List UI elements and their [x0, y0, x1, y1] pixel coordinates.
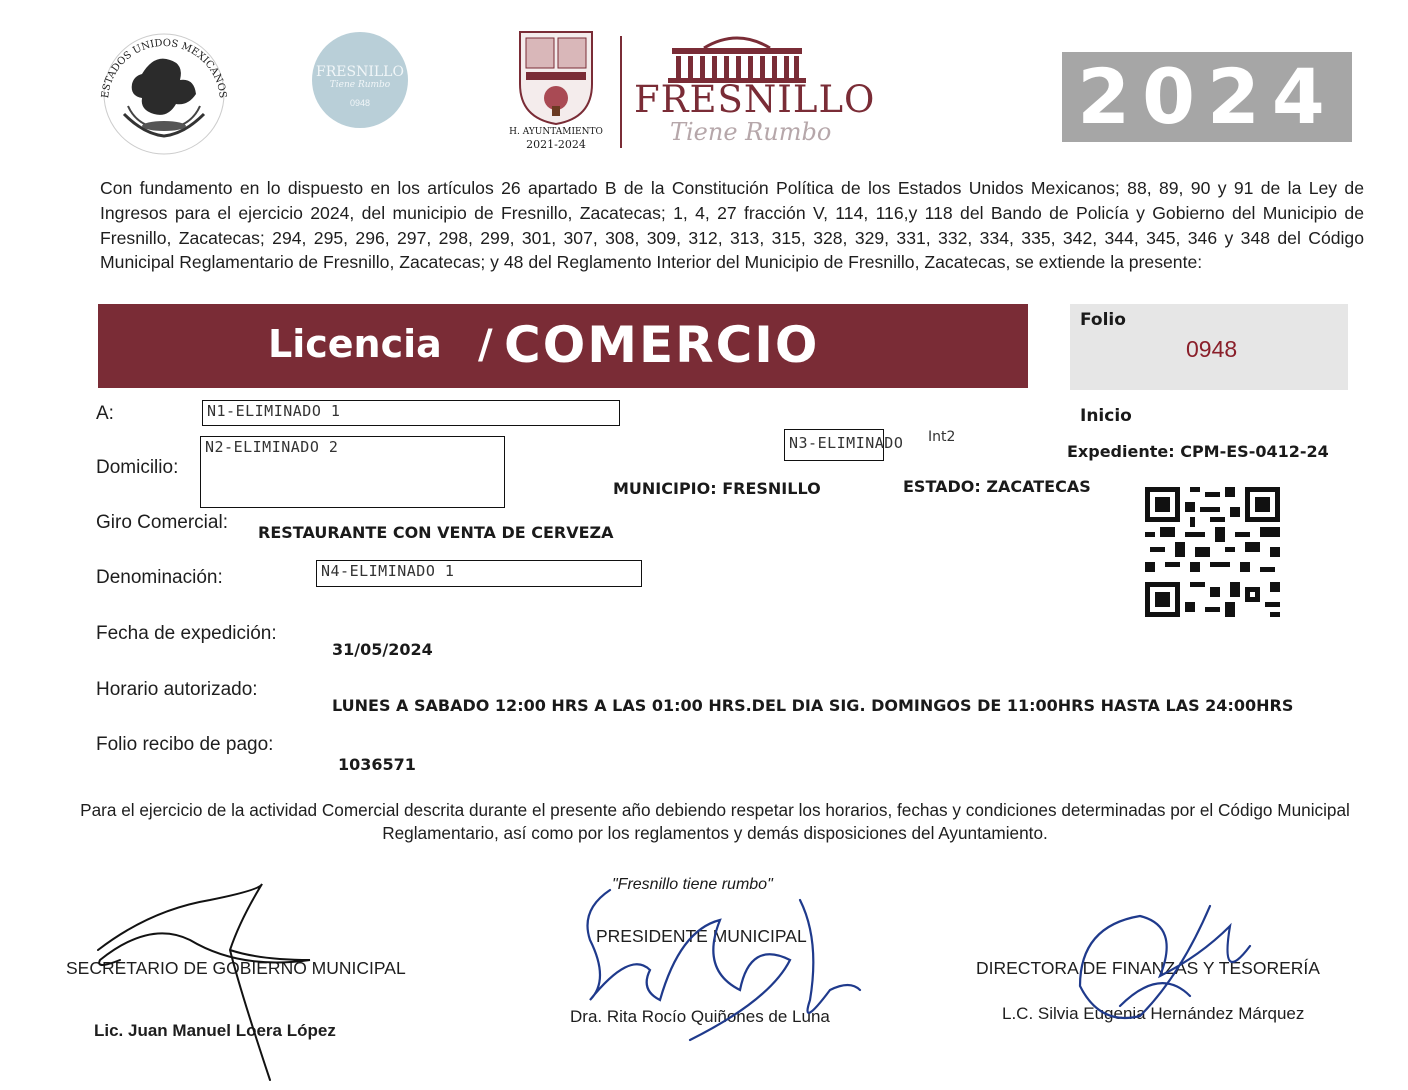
giro-value: RESTAURANTE CON VENTA DE CERVEZA	[258, 523, 614, 542]
seal-text: ESTADOS UNIDOS MEXICANOS	[100, 37, 228, 99]
inicio-status: Inicio	[1080, 406, 1132, 426]
logo-divider	[620, 36, 622, 148]
expediente-number: Expediente: CPM-ES-0412-24	[1067, 442, 1329, 461]
year-text: 2024	[1077, 52, 1337, 141]
domicilio-label: Domicilio:	[96, 457, 179, 478]
banner-type: COMERCIO	[504, 316, 820, 374]
int-label: Int2	[928, 429, 956, 445]
stamp-number: 0948	[349, 98, 371, 108]
denominacion-label: Denominación:	[96, 567, 223, 588]
qr-code	[1145, 486, 1280, 618]
domicilio-value-redacted: N2-ELIMINADO 2	[200, 436, 505, 508]
city-slogan: Tiene Rumbo	[670, 118, 832, 146]
national-seal	[84, 14, 244, 162]
license-type-banner	[98, 304, 1028, 388]
stamp-text: FRESNILLO	[316, 64, 404, 80]
horario-label: Horario autorizado:	[96, 679, 258, 700]
left-signer-title: SECRETARIO DE GOBIERNO MUNICIPAL	[66, 958, 406, 978]
banner-prefix: Licencia	[268, 322, 442, 366]
center-signer-name: Dra. Rita Rocío Quiñones de Luna	[570, 1007, 830, 1026]
center-signer-title: PRESIDENTE MUNICIPAL	[596, 926, 807, 946]
legal-basis-text: Con fundamento en lo dispuesto en los artículos 26 apartado B de la Constitución Política de los Estados Unidos Mexicanos; 88, 89, 90 y 91 de la Ley de Ingresos para el ejercicio 2024, del municipio de Fresnillo, Zacatecas; 1, 4, 27 fracción V, 114, 116,y 118 del Bando de Policía y Gobierno del Municipio de Fresnillo, Zacatecas; 294, 295, 296, 297, 298, 299, 301, 307, 308, 309, 312, 313, 315, 328, 329, 331, 332, 334, 335, 342, 344, 345, 346 y 348 del Código Municipal Reglamentario de Fresnillo, Zacatecas; y 48 del Reglamento Interior del Municipio de Fresnillo, Zacatecas, se extiende la presente:	[100, 178, 1364, 273]
center-signature	[570, 880, 860, 1050]
fresnillo-stamp	[312, 32, 408, 128]
city-logo-text: FRESNILLO	[634, 78, 876, 121]
municipio-text: MUNICIPIO: FRESNILLO	[613, 479, 821, 498]
recibo-label: Folio recibo de pago:	[96, 734, 274, 755]
giro-label: Giro Comercial:	[96, 512, 228, 533]
ayuntamiento-crest	[514, 26, 598, 126]
a-value-redacted: N1-ELIMINADO 1	[202, 400, 620, 426]
motto-text: "Fresnillo tiene rumbo"	[612, 876, 773, 893]
recibo-value: 1036571	[338, 755, 416, 774]
folio-box	[1070, 304, 1348, 390]
ayuntamiento-label: H. AYUNTAMIENTO	[509, 127, 603, 137]
fecha-value: 31/05/2024	[332, 640, 433, 659]
folio-label: Folio	[1080, 310, 1126, 330]
fresnillo-building-icon	[664, 26, 810, 84]
folio-value: 0948	[1186, 336, 1238, 362]
conditions-notice: Para el ejercicio de la actividad Comercial descrita durante el presente año debiendo respetar los horarios, fechas y condiciones determinadas por el Código Municipal Reglamentario, así como por los reglamentos y demás disposiciones del Ayuntamiento.	[80, 800, 1350, 843]
year-box	[1062, 52, 1352, 142]
a-label: A:	[96, 403, 114, 424]
right-signer-name: L.C. Silvia Eugenia Hernández Márquez	[1002, 1004, 1305, 1023]
left-signer-name: Lic. Juan Manuel Loera López	[94, 1021, 336, 1040]
denominacion-value-redacted: N4-ELIMINADO 1	[316, 560, 642, 587]
right-signer-title: DIRECTORA DE FINANZAS Y TESORERÍA	[976, 958, 1320, 978]
right-signature	[1060, 896, 1260, 1036]
left-signature	[90, 880, 340, 1085]
stamp-slogan: Tiene Rumbo	[329, 80, 391, 90]
banner-slash: /	[478, 322, 493, 368]
horario-value: LUNES A SABADO 12:00 HRS A LAS 01:00 HRS.DEL DIA SIG. DOMINGOS DE 11:00HRS HASTA LAS 24:00HRS	[332, 696, 1294, 715]
estado-text: ESTADO: ZACATECAS	[903, 477, 1091, 496]
ayuntamiento-period: 2021-2024	[526, 138, 586, 151]
int-value-redacted: N3-ELIMINADO	[784, 429, 884, 461]
fecha-label: Fecha de expedición:	[96, 623, 277, 644]
